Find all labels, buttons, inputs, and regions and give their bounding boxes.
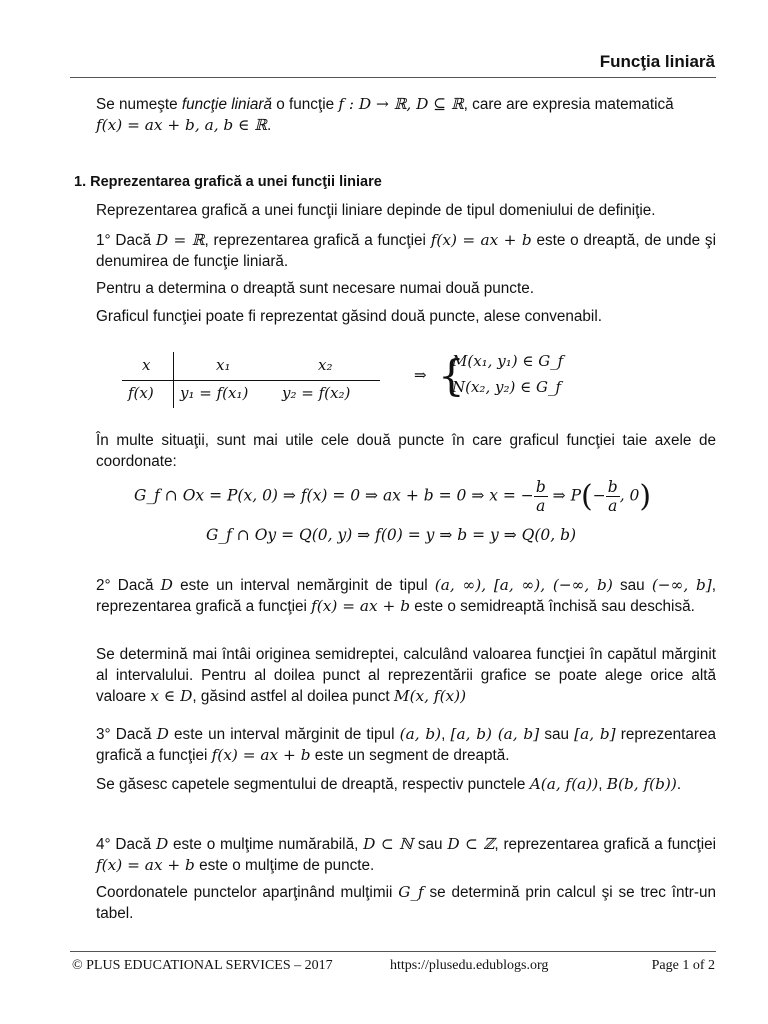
table-cell: f(x): [128, 384, 154, 402]
header-divider: [70, 77, 716, 78]
section-heading: 1. Reprezentarea grafică a unei funcţii liniare: [74, 174, 382, 190]
left-brace: {: [438, 351, 465, 400]
math-inline: f(x) = ax + b: [430, 231, 532, 249]
equation-ox-intersection: [134, 478, 651, 515]
footer-copyright: © PLUS EDUCATIONAL SERVICES – 2017: [72, 958, 333, 973]
equation-text: G_f ∩ Ox = P(x, 0) ⇒ f(x) = 0 ⇒ ax + b = 0 ⇒ x = −: [134, 486, 534, 505]
text: 2° Dacă: [96, 577, 161, 594]
table-header-cell: x₁: [216, 356, 231, 374]
intro-text: o funcţie: [272, 96, 339, 113]
text: ,: [598, 776, 607, 793]
paren: (: [581, 479, 593, 514]
values-table: [122, 352, 380, 408]
paragraph-case-4: [96, 834, 716, 876]
paragraph: În multe situaţii, sunt mai utile cele două puncte în care graficul funcţiei taie axele de coordonate:: [96, 432, 716, 470]
math-inline: D ⊂ ℤ: [447, 835, 495, 853]
math-inline: G_f: [398, 883, 424, 901]
math-inline: f(x) = ax + b: [96, 856, 195, 874]
table-header-cell: x₂: [318, 356, 333, 374]
math-inline: (−∞, b]: [651, 576, 712, 594]
paragraph-case-3: [96, 724, 716, 766]
text: este un segment de dreaptă.: [310, 747, 510, 764]
intro-emphasis: funcţie liniară: [181, 96, 273, 113]
text: , reprezentarea grafică a funcţiei: [96, 577, 716, 615]
text: Coordonatele punctelor aparţinând mulţimii: [96, 884, 399, 901]
math-inline: f(x) = ax + b: [211, 746, 311, 764]
footer-page-number: Page 1 of 2: [651, 958, 715, 973]
paragraph-case-2: [96, 575, 716, 617]
table-cell: y₁ = f(x₁): [180, 384, 249, 402]
equation-text: −: [592, 486, 606, 505]
text: Se determină mai întâi originea semidreptei, calculând valoarea funcţiei în capătul mărginit al intervalului. Pentru al doilea punct al reprezentării grafice se poate alege orice altă valoare: [96, 646, 716, 705]
text: .: [676, 776, 682, 793]
text: Se găsesc capetele segmentului de dreaptă, respectiv punctele: [96, 776, 530, 793]
equation-text: ⇒ P: [547, 486, 582, 505]
math-inline: D = ℝ: [155, 231, 205, 249]
text: este un interval mărginit de tipul: [168, 726, 400, 743]
math-inline: [a, b]: [574, 725, 616, 743]
numerator: b: [535, 478, 546, 496]
math-inline: B(b, f(b)): [606, 775, 677, 793]
text: , reprezentarea grafică a funcţiei: [494, 836, 716, 853]
table-horizontal-rule: [122, 380, 380, 381]
paragraph: [96, 882, 716, 924]
text: sau: [539, 726, 575, 743]
paren: ): [639, 479, 652, 514]
text: reprezentarea grafică a funcţiei: [96, 726, 716, 764]
math-inline: D: [160, 576, 173, 594]
paragraph: Pentru a determina o dreaptă sunt necesare numai două puncte.: [96, 280, 534, 297]
intro-text: .: [266, 117, 272, 134]
footer-url-link[interactable]: https://plusedu.edublogs.org: [390, 958, 549, 973]
math-inline: f(x) = ax + b, a, b ∈ ℝ: [96, 116, 267, 134]
implies-symbol: ⇒: [414, 366, 427, 384]
paragraph: Graficul funcţiei poate fi reprezentat găsind două puncte, alese convenabil.: [96, 308, 602, 325]
text: 1° Dacă: [96, 232, 156, 249]
paragraph: [96, 774, 716, 795]
paragraph-case-1: [96, 230, 716, 272]
text: 4° Dacă: [96, 836, 156, 853]
text: este o dreaptă, de unde şi denumirea de funcţie liniară.: [96, 232, 716, 270]
math-inline: D ⊂ ℕ: [363, 835, 414, 853]
intro-paragraph: [96, 94, 716, 136]
denominator: a: [606, 496, 620, 515]
table-cell: y₂ = f(x₂): [282, 384, 351, 402]
intro-text: Se numeşte: [96, 96, 182, 113]
page-title: Funcţia liniară: [599, 52, 715, 71]
math-inline: M(x, f(x)): [393, 687, 467, 705]
paragraph: Reprezentarea grafică a unei funcţii liniare depinde de tipul domeniului de definiţie.: [96, 202, 656, 219]
denominator: a: [534, 496, 548, 515]
system-line: M(x₁, y₁) ∈ G_f: [452, 352, 564, 370]
text: ,: [441, 726, 451, 743]
equation-text: , 0: [619, 486, 640, 505]
text: 3° Dacă: [96, 726, 157, 743]
math-inline: f(x) = ax + b: [311, 597, 410, 615]
math-inline: D: [155, 835, 169, 853]
math-inline: A(a, f(a)): [529, 775, 599, 793]
math-inline: D: [156, 725, 169, 743]
system-line: N(x₂, y₂) ∈ G_f: [452, 378, 561, 396]
math-inline: x ∈ D: [150, 687, 193, 705]
fraction: [606, 478, 620, 515]
text: este o mulţime numărabilă,: [168, 836, 364, 853]
math-inline: (a, ∞), [a, ∞), (−∞, b): [434, 576, 613, 594]
text: este o semidreaptă închisă sau deschisă.: [410, 598, 695, 615]
footer-divider: [70, 951, 716, 952]
math-inline: f : D → ℝ, D ⊆ ℝ: [338, 95, 464, 113]
text: este o mulţime de puncte.: [194, 857, 375, 874]
text: sau: [413, 836, 448, 853]
intro-text: , care are expresia matematică: [463, 96, 674, 113]
equation-oy-intersection: G_f ∩ Oy = Q(0, y) ⇒ f(0) = y ⇒ b = y ⇒ Q(0, b): [206, 526, 577, 544]
text: este un interval nemărginit de tipul: [172, 577, 435, 594]
fraction: [534, 478, 548, 515]
paragraph: [96, 644, 716, 707]
table-header-cell: x: [142, 356, 151, 374]
text: sau: [612, 577, 652, 594]
text: , reprezentarea grafică a funcţiei: [204, 232, 431, 249]
text: se determină prin calcul şi se trec într-un tabel.: [96, 884, 716, 922]
numerator: b: [607, 478, 618, 496]
math-inline: (a, b): [399, 725, 442, 743]
math-inline: [a, b) (a, b]: [450, 725, 540, 743]
text: , găsind astfel al doilea punct: [192, 688, 394, 705]
